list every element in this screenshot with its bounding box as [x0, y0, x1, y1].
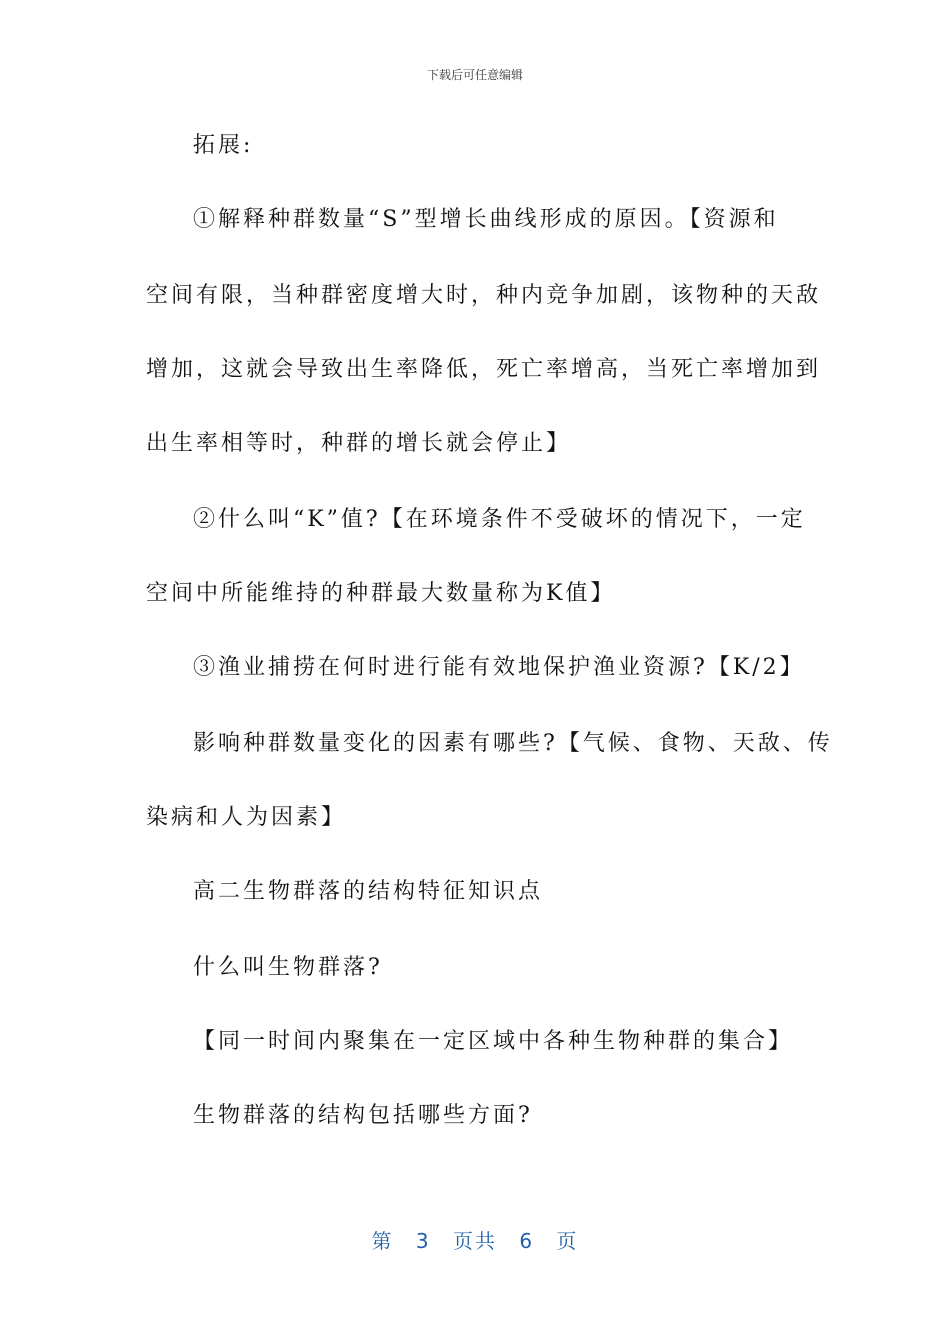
paragraph-line: 什么叫生物群落? — [193, 955, 383, 980]
paragraph-line: 【同一时间内聚集在一定区域中各种生物种群的集合】 — [193, 1029, 794, 1054]
paragraph-line: 增加，这就会导致出生率降低，死亡率增高，当死亡率增加到 — [146, 357, 822, 382]
paragraph-line: ③渔业捕捞在何时进行能有效地保护渔业资源?【K/2】 — [193, 655, 805, 680]
paragraph-line: 生物群落的结构包括哪些方面? — [193, 1103, 533, 1128]
section-heading: 高二生物群落的结构特征知识点 — [193, 879, 544, 904]
paragraph-line: ②什么叫“K”值?【在环境条件不受破坏的情况下，一定 — [193, 507, 806, 532]
paragraph-line: 拓展: — [193, 133, 254, 158]
paragraph-line: 空间中所能维持的种群最大数量称为K值】 — [146, 581, 616, 606]
paragraph-line: 空间有限，当种群密度增大时，种内竞争加剧，该物种的天敌 — [146, 283, 822, 308]
paragraph-line: ①解释种群数量“S”型增长曲线形成的原因。【资源和 — [193, 207, 779, 232]
paragraph-line: 染病和人为因素】 — [146, 805, 347, 830]
page-number: 第 3 页共 6 页 — [371, 1229, 579, 1253]
header-note: 下载后可任意编辑 — [426, 68, 523, 82]
paragraph-line: 出生率相等时，种群的增长就会停止】 — [146, 431, 572, 456]
paragraph-line: 影响种群数量变化的因素有哪些?【气候、食物、天敌、传 — [193, 731, 833, 756]
